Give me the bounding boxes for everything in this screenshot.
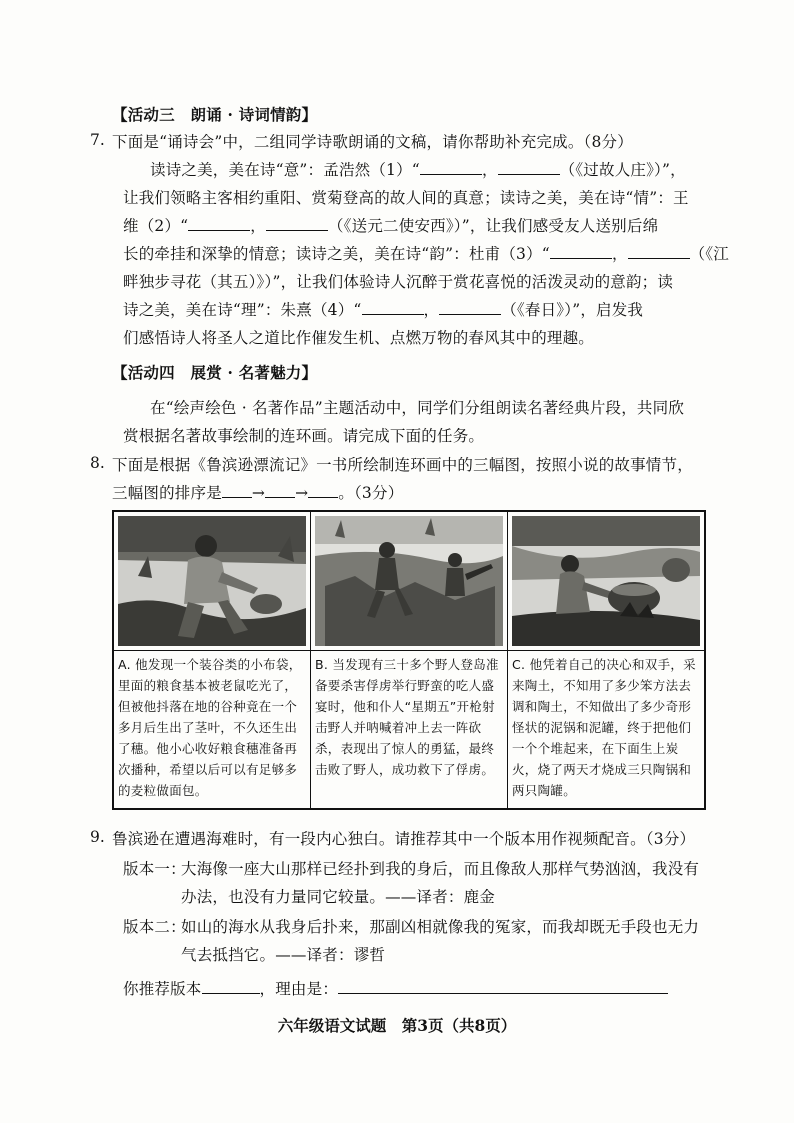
activity3-heading: 【活动三 朗诵 · 诗词情韵】 [112, 105, 318, 124]
comic-panel-a-drawing [118, 516, 306, 646]
activity4-heading: 【活动四 展赏 · 名著魅力】 [112, 363, 318, 382]
comic-panel-a-image [118, 516, 306, 646]
q7-blank-3b[interactable] [628, 258, 690, 259]
comic-strip-table [112, 510, 706, 810]
comic-panel-b-cell [311, 511, 508, 651]
q8-number: 8. [90, 454, 105, 472]
q7-line6 [123, 299, 643, 321]
comic-panel-c-caption-cell [508, 651, 706, 810]
q9-intro: 鲁滨逊在遭遇海难时，有一段内心独白。请推荐其中一个版本用作视频配音。（3分） [112, 830, 696, 848]
q9-version2-line2: 气去抵挡它。——译者：谬哲 [181, 946, 386, 964]
q9-reason-blank[interactable] [338, 993, 668, 994]
q7-intro: 下面是“诵诗会”中，二组同学诗歌朗诵的文稿，请你帮助补充完成。（8分） [112, 133, 633, 151]
q9-version-blank[interactable] [202, 993, 260, 994]
q7-blank-2a[interactable] [188, 230, 250, 231]
comic-panel-c-image [512, 516, 700, 646]
q7-blank-2b[interactable] [266, 230, 328, 231]
q7-line3 [123, 215, 658, 237]
q7-line1 [150, 159, 686, 181]
q9-version1-label: 版本一： [123, 860, 186, 878]
q9-answer-text-a: 你推荐版本 [123, 980, 202, 998]
comic-panel-c-caption: C. 他凭着自己的决心和双手，采来陶土，不知用了多少笨方法去调和陶土，不知做出了多少奇形怪状的泥锅和泥罐，终于把他们一个个堆起来，在下面生上炭火，烧了两天才烧成三只陶锅和两只陶罐。 [512, 657, 696, 798]
q9-version2-label: 版本二： [123, 918, 186, 936]
comic-panel-c-drawing [512, 516, 700, 646]
q7-line7: 们感悟诗人将圣人之道比作催发生机、点燃万物的春风其中的理趣。 [123, 329, 595, 347]
q8-order-blank-3[interactable] [308, 497, 338, 498]
activity4-para-1: 在“绘声绘色 · 名著作品”主题活动中，同学们分组朗读名著经典片段，共同欣 [150, 399, 685, 417]
comic-panel-b-caption: B. 当发现有三十多个野人登岛准备要杀害俘虏举行野蛮的吃人盛宴时，他和仆人“星期五”开枪射击野人并呐喊着冲上去一阵砍杀，表现出了惊人的勇猛，最终击败了野人，成功救下了俘虏。 [315, 657, 499, 777]
q7-blank-4b[interactable] [439, 314, 501, 315]
q7-line6-text-b: ， [423, 301, 440, 319]
q8-order-blank-2[interactable] [265, 497, 295, 498]
q9-number: 9. [90, 828, 105, 846]
q8-line2-text: 三幅图的排序是 [112, 484, 222, 502]
q9-version1-line2: 办法，也没有力量同它较量。——译者：鹿金 [181, 888, 496, 906]
q7-line6-text-c: （《春日》）”，启发我 [501, 301, 644, 319]
q8-line2-end: 。（3分） [338, 484, 404, 502]
page-footer: 六年级语文试题 第3页（共8页） [277, 1016, 517, 1035]
q7-line5: 畔独步寻花（其五）》）”，让我们体验诗人沉醉于赏花喜悦的活泼灵动的意韵；读 [123, 273, 674, 291]
q7-line2: 让我们领略主客相约重阳、赏菊登高的故人间的真意；读诗之美，美在诗“情”：王 [123, 189, 689, 207]
q7-line4-text-c: （《江 [689, 245, 729, 263]
comic-panel-a-caption: A. 他发现一个装谷类的小布袋，里面的粮食基本被老鼠吃光了，但被他抖落在地的谷种竟在一个多月后生出了茎叶，不久还生出了穗。他小心收好粮食穗准备再次播种，希望以后可以有足够多的麦粒做面包。 [118, 657, 302, 798]
q7-blank-1a[interactable] [420, 174, 482, 175]
q8-line2 [112, 482, 403, 504]
q9-answer-text-b: ，理由是： [259, 980, 339, 998]
q7-line3-text-c: （《送元二使安西》）”，让我们感受友人送别后绵 [328, 217, 659, 235]
q7-blank-4a[interactable] [362, 314, 424, 315]
comic-panel-b-drawing [315, 516, 503, 646]
comic-panel-b-image [315, 516, 503, 646]
comic-panel-c-cell [508, 511, 706, 651]
q8-line1: 下面是根据《鲁滨逊漂流记》一书所绘制连环画中的三幅图，按照小说的故事情节， [112, 456, 693, 474]
q7-line1-text-a: 读诗之美，美在诗“意”：孟浩然（1）“ [150, 161, 420, 179]
q9-version1-line1: 大海像一座大山那样已经扑到我的身后，而且像敌人那样气势汹汹，我没有 [181, 860, 700, 878]
q9-answer-line [123, 978, 668, 1000]
q7-line1-text-b: ， [481, 161, 498, 179]
q7-line4 [123, 243, 729, 265]
q8-arrow-1: → [251, 484, 266, 502]
q7-line4-text-a: 长的牵挂和深挚的情意；读诗之美，美在诗“韵”：杜甫（3）“ [123, 245, 550, 263]
comic-panel-a-cell [113, 511, 311, 651]
q7-line6-text-a: 诗之美，美在诗“理”：朱熹（4）“ [123, 301, 362, 319]
q7-number: 7. [90, 131, 105, 149]
q7-line1-text-c: （《过故人庄》）”， [559, 161, 686, 179]
q8-arrow-2: → [295, 484, 309, 502]
q7-line3-text-a: 维（2）“ [123, 217, 189, 235]
comic-panel-a-caption-cell [113, 651, 311, 810]
q7-blank-3a[interactable] [550, 258, 612, 259]
comic-panel-b-caption-cell [311, 651, 508, 810]
q8-order-blank-1[interactable] [222, 497, 252, 498]
q7-line4-text-b: ， [611, 245, 628, 263]
q7-line3-text-b: ， [250, 217, 266, 235]
q7-blank-1b[interactable] [498, 174, 560, 175]
activity4-para-2: 赏根据名著故事绘制的连环画。请完成下面的任务。 [123, 427, 485, 445]
q9-version2-line1: 如山的海水从我身后扑来，那副凶相就像我的冤家，而我却既无手段也无力 [181, 918, 700, 936]
